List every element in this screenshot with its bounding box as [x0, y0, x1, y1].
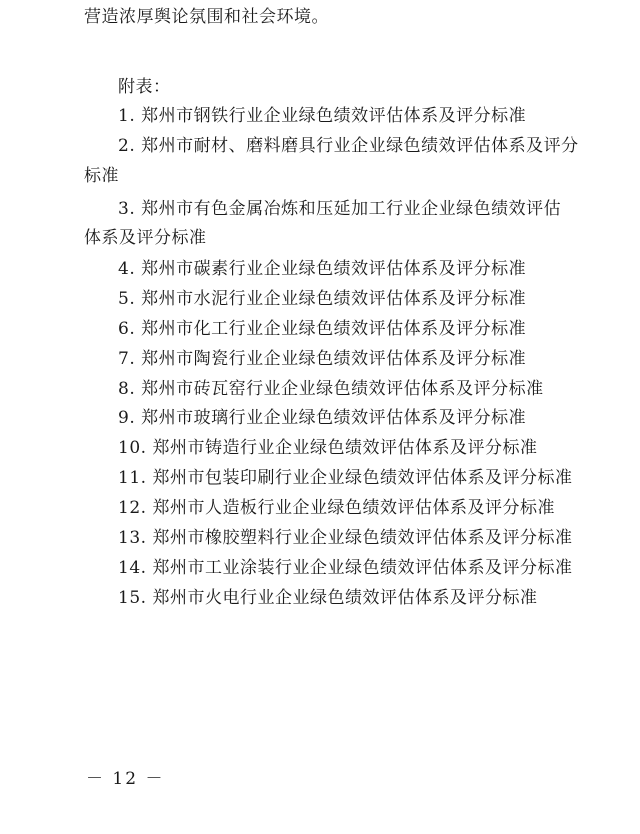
appendix-item-14: 14. 郑州市工业涂装行业企业绿色绩效评估体系及评分标准: [118, 558, 573, 578]
appendix-item-1: 1. 郑州市钢铁行业企业绿色绩效评估体系及评分标准: [118, 106, 527, 126]
appendix-item-3-continuation: 体系及评分标准: [84, 228, 207, 248]
appendix-item-9: 9. 郑州市玻璃行业企业绿色绩效评估体系及评分标准: [118, 408, 527, 428]
appendix-item-2-continuation: 标准: [84, 166, 119, 186]
appendix-item-3: 3. 郑州市有色金属冶炼和压延加工行业企业绿色绩效评估: [118, 199, 562, 219]
appendix-item-8: 8. 郑州市砖瓦窑行业企业绿色绩效评估体系及评分标准: [118, 379, 544, 399]
appendix-item-6: 6. 郑州市化工行业企业绿色绩效评估体系及评分标准: [118, 319, 527, 339]
appendix-heading: 附表：: [118, 77, 171, 97]
appendix-item-15: 15. 郑州市火电行业企业绿色绩效评估体系及评分标准: [118, 588, 538, 608]
intro-line: 营造浓厚舆论氛围和社会环境。: [84, 7, 329, 27]
appendix-item-4: 4. 郑州市碳素行业企业绿色绩效评估体系及评分标准: [118, 259, 527, 279]
appendix-item-11: 11. 郑州市包装印刷行业企业绿色绩效评估体系及评分标准: [118, 468, 573, 488]
appendix-item-10: 10. 郑州市铸造行业企业绿色绩效评估体系及评分标准: [118, 438, 538, 458]
page-number: － 12 －: [86, 769, 165, 789]
appendix-item-12: 12. 郑州市人造板行业企业绿色绩效评估体系及评分标准: [118, 498, 555, 518]
appendix-item-2: 2. 郑州市耐材、磨料磨具行业企业绿色绩效评估体系及评分: [118, 136, 579, 156]
appendix-item-7: 7. 郑州市陶瓷行业企业绿色绩效评估体系及评分标准: [118, 349, 527, 369]
appendix-item-13: 13. 郑州市橡胶塑料行业企业绿色绩效评估体系及评分标准: [118, 528, 573, 548]
appendix-item-5: 5. 郑州市水泥行业企业绿色绩效评估体系及评分标准: [118, 289, 527, 309]
